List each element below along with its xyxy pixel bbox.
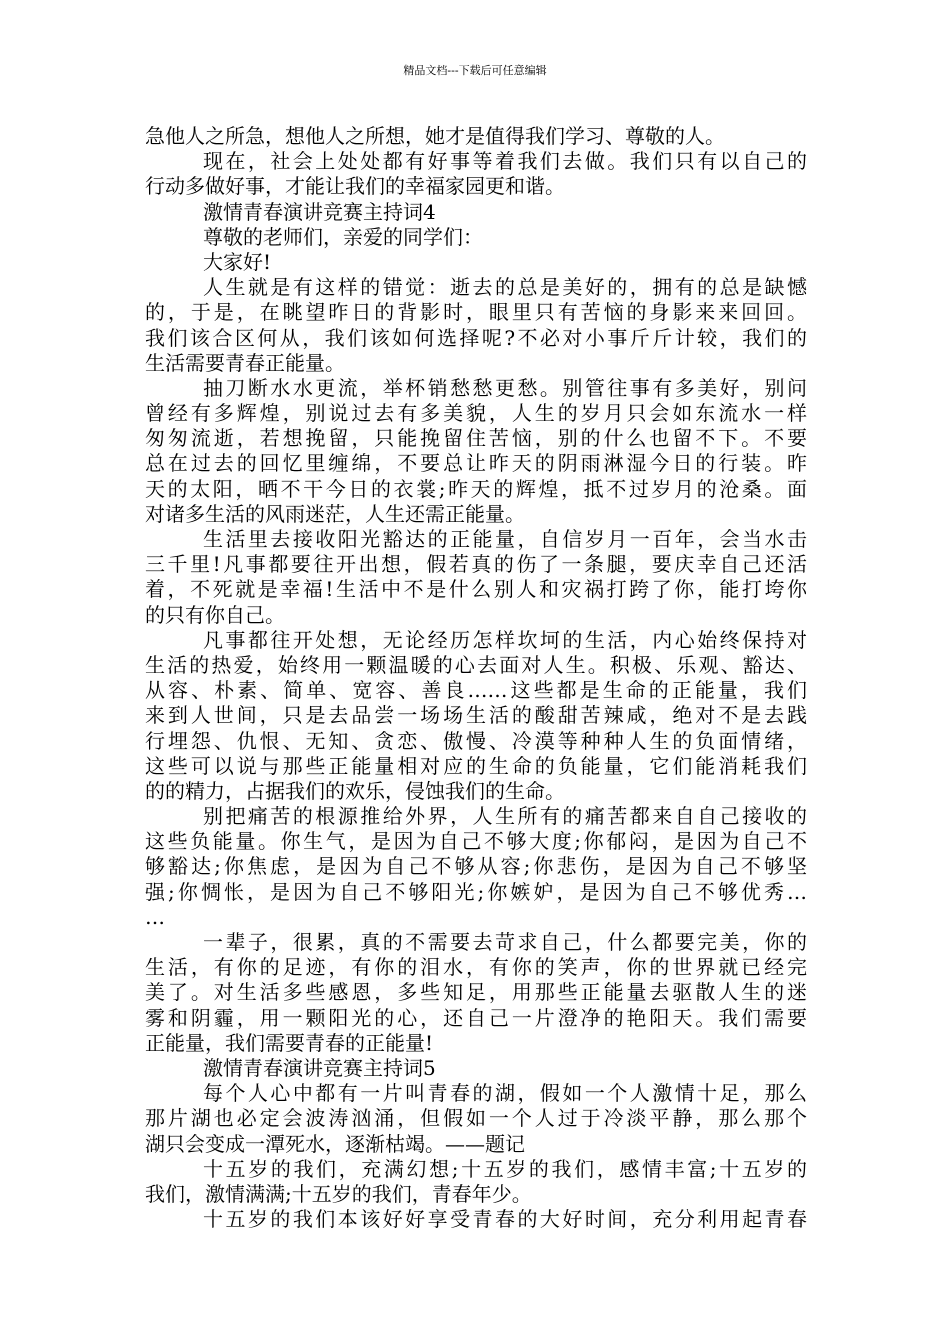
text-line: 的，于是，在眺望昨日的背影时，眼里只有苦恼的身影来来回回。 xyxy=(145,300,807,325)
text-line: 着，不死就是幸福!生活中不是什么别人和灾祸打跨了你，能打垮你 xyxy=(145,577,807,602)
text-line: 美了。对生活多些感恩，多些知足，用那些正能量去驱散人生的迷 xyxy=(145,980,807,1005)
text-line: … xyxy=(145,904,165,929)
text-line: 正能量，我们需要青春的正能量! xyxy=(145,1030,434,1055)
text-line: 急他人之所急，想他人之所想，她才是值得我们学习、尊敬的人。 xyxy=(145,124,725,148)
text-line: 这些负能量。你生气，是因为自己不够大度;你郁闷，是因为自己不 xyxy=(145,829,807,854)
text-line: 对诸多生活的风雨迷茫，人生还需正能量。 xyxy=(145,501,525,526)
text-line: 那片湖也必定会波涛汹涌，但假如一个人过于冷淡平静，那么那个 xyxy=(145,1106,807,1131)
text-line: 三千里!凡事都要往开出想，假若真的伤了一条腿，要庆幸自己还活 xyxy=(145,552,807,577)
text-line: 每个人心中都有一片叫青春的湖，假如一个人激情十足，那么 xyxy=(203,1081,807,1106)
text-line: 我们该合区何从，我们该如何选择呢?不必对小事斤斤计较，我们的 xyxy=(145,325,807,350)
text-line: 十五岁的我们，充满幻想;十五岁的我们，感情丰富;十五岁的 xyxy=(203,1156,807,1181)
page-header: 精品文档---下载后可任意编辑 xyxy=(403,64,547,77)
text-line: 这些可以说与那些正能量相对应的生命的负能量，它们能消耗我们 xyxy=(145,753,807,778)
text-line: 激情青春演讲竞赛主持词4 xyxy=(203,199,436,224)
document-body xyxy=(145,124,807,1232)
text-line: 别把痛苦的根源推给外界，人生所有的痛苦都来自自己接收的 xyxy=(203,804,807,829)
text-line: 我们，激情满满;十五岁的我们，青春年少。 xyxy=(145,1181,532,1206)
text-line: 湖只会变成一潭死水，逐渐枯竭。——题记 xyxy=(145,1131,525,1156)
text-line: 抽刀断水水更流，举杯销愁愁更愁。别管往事有多美好，别问 xyxy=(203,375,807,400)
text-line: 总在过去的回忆里缠绵，不要总让昨天的阴雨淋湿今日的行装。昨 xyxy=(145,451,807,476)
text-line: 生活，有你的足迹，有你的泪水，有你的笑声，你的世界就已经完 xyxy=(145,955,807,980)
text-line: 大家好! xyxy=(203,249,272,274)
text-line: 天的太阳，晒不干今日的衣裳;昨天的辉煌，抵不过岁月的沧桑。面 xyxy=(145,476,807,501)
text-line: 现在，社会上处处都有好事等着我们去做。我们只有以自己的 xyxy=(203,149,807,174)
text-line: 凡事都往开处想，无论经历怎样坎坷的生活，内心始终保持对 xyxy=(203,627,807,652)
text-line: 生活的热爱，始终用一颗温暖的心去面对人生。积极、乐观、豁达、 xyxy=(145,652,807,677)
text-line: 匆匆流逝，若想挽留，只能挽留住苦恼，别的什么也留不下。不要 xyxy=(145,426,807,451)
text-line: 人生就是有这样的错觉：逝去的总是美好的，拥有的总是缺憾 xyxy=(203,275,807,300)
text-line: 行动多做好事，才能让我们的幸福家园更和谐。 xyxy=(145,174,565,199)
text-line: 一辈子，很累，真的不需要去苛求自己，什么都要完美，你的 xyxy=(203,930,807,954)
text-line: 够豁达;你焦虑，是因为自己不够从容;你悲伤，是因为自己不够坚 xyxy=(145,854,807,879)
text-line: 的只有你自己。 xyxy=(145,602,285,627)
text-line: 雾和阴霾，用一颗阳光的心，还自己一片澄净的艳阳天。我们需要 xyxy=(145,1005,807,1030)
text-line: 十五岁的我们本该好好享受青春的大好时间，充分利用起青春 xyxy=(203,1207,807,1232)
text-line: 生活里去接收阳光豁达的正能量，自信岁月一百年，会当水击 xyxy=(203,527,807,551)
text-line: 的的精力，占据我们的欢乐，侵蚀我们的生命。 xyxy=(145,778,565,803)
text-line: 从容、朴素、简单、宽容、善良……这些都是生命的正能量，我们 xyxy=(145,678,807,703)
text-line: 生活需要青春正能量。 xyxy=(145,350,345,375)
text-line: 尊敬的老师们，亲爱的同学们： xyxy=(203,224,483,249)
text-line: 激情青春演讲竞赛主持词5 xyxy=(203,1055,436,1080)
text-line: 强;你惆怅，是因为自己不够阳光;你嫉妒，是因为自己不够优秀… xyxy=(145,879,807,904)
text-line: 曾经有多辉煌，别说过去有多美貌，人生的岁月只会如东流水一样 xyxy=(145,401,807,426)
text-line: 来到人世间，只是去品尝一场场生活的酸甜苦辣咸，绝对不是去践 xyxy=(145,703,807,728)
text-line: 行埋怨、仇恨、无知、贪恋、傲慢、冷漠等种种人生的负面情绪， xyxy=(145,728,807,753)
